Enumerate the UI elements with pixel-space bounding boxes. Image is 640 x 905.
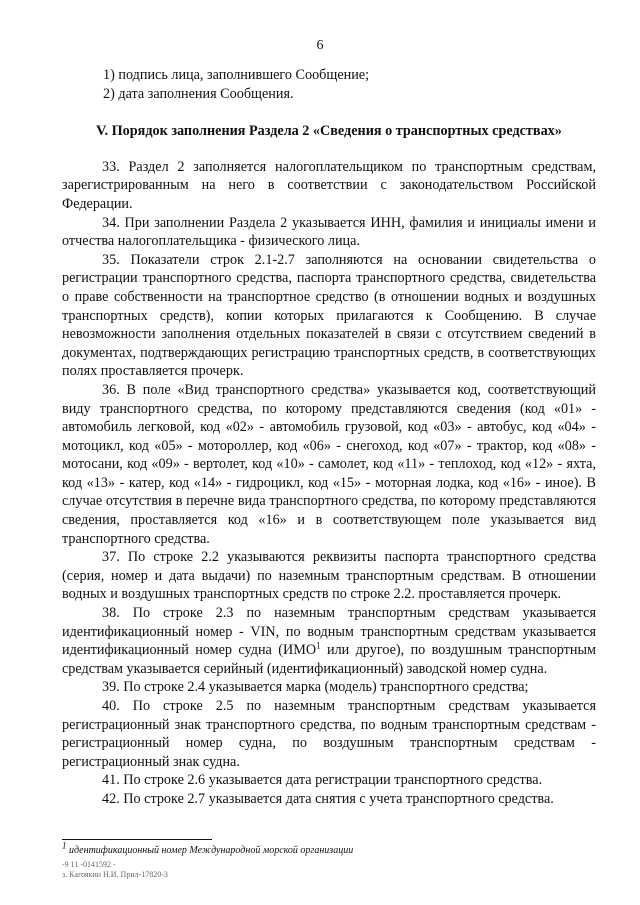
footnote-mark: 1: [62, 840, 67, 851]
document-body: [62, 66, 596, 809]
footnote-text: идентификационный номер Международной морской организации: [66, 845, 354, 856]
paragraph-35: 35. Показатели строк 2.1-2.7 заполняются на основании свидетельства о регистрации транспортного средства, паспорта транспортного средства, свидетельства о праве собственности на транспортное средство (в отношении водных и воздушных транспортных средств), копии которых прилагаются к Сообщению. В случае невозможности заполнения отдельных показателей в связи с отсутствием сведений в документах, подтверждающих регистрацию транспортных средств, в соответствующих полях проставляется прочерк.: [62, 251, 596, 380]
section-title: V. Порядок заполнения Раздела 2 «Сведения о транспортных средствах»: [96, 123, 562, 140]
document-author-code: з. Кагоякин Н.И. Прил-17820-3: [62, 870, 168, 879]
footnote-divider: [62, 839, 212, 840]
paragraph-42: 42. По строке 2.7 указывается дата снятия с учета транспортного средства.: [102, 790, 554, 807]
list-item-signature: 1) подпись лица, заполнившего Сообщение;: [103, 67, 370, 83]
paragraph-36: 36. В поле «Вид транспортного средства» указывается код, соответствующий виду транспортного средства, по которому представляются сведения (код «01» - автомобиль легковой, код «02» - автомобиль грузовой, код «03» - автобус, код «04» - мотоцикл, код «05» - мотороллер, код «06» - снегоход, код «07» - трактор, код «08» - мотосани, код «09» - вертолет, код «10» - самолет, код «11» - теплоход, код «12» - яхта, код «13» - катер, код «14» - гидроцикл, код «15» - моторная лодка, код «16» - иное). В случае отсутствия в перечне вида транспортного средства, по которому представляются сведения, проставляется код «16» и в соответствующем поле указывается вид транспортного средства.: [62, 381, 596, 547]
paragraph-40: 40. По строке 2.5 по наземным транспортным средствам указывается регистрационный знак транспортного средства, по водным транспортным средствам - регистрационный номер судна, по воздушным транспортным средствам - регистрационный знак судна.: [62, 698, 596, 770]
paragraph-38-before: 38. По строке 2.3 по наземным транспортным средствам указывается идентификационный номер - VIN, по водным транспортным средствам указывается идентификационный номер судна (ИМО: [62, 605, 596, 659]
document-code: -9 11 -0141592 -: [62, 860, 116, 869]
paragraph-39: 39. По строке 2.4 указывается марка (модель) транспортного средства;: [102, 679, 529, 696]
paragraph-38: [62, 604, 596, 678]
page-number: 6: [316, 38, 324, 53]
paragraph-33: 33. Раздел 2 заполняется налогоплательщиком по транспортным средствам, зарегистрированным на него в соответствии с законодательством Российской Федерации.: [62, 158, 596, 212]
paragraph-34: 34. При заполнении Раздела 2 указывается ИНН, фамилия и инициалы имени и отчества налогоплательщика - физического лица.: [62, 214, 596, 250]
paragraph-37: 37. По строке 2.2 указываются реквизиты паспорта транспортного средства (серия, номер и дата выдачи) по наземным транспортным средствам. В отношении водных и воздушных транспортных средств по строке 2.2. проставляется прочерк.: [62, 549, 596, 603]
footnote: [62, 840, 354, 857]
paragraph-38-after: или другое), по воздушным транспортным средствам указывается серийный (идентификационный) заводской номер судна.: [62, 642, 596, 677]
paragraph-41: 41. По строке 2.6 указывается дата регистрации транспортного средства.: [102, 772, 543, 789]
list-item-date: 2) дата заполнения Сообщения.: [103, 85, 294, 102]
footnote-reference: 1: [316, 640, 321, 651]
